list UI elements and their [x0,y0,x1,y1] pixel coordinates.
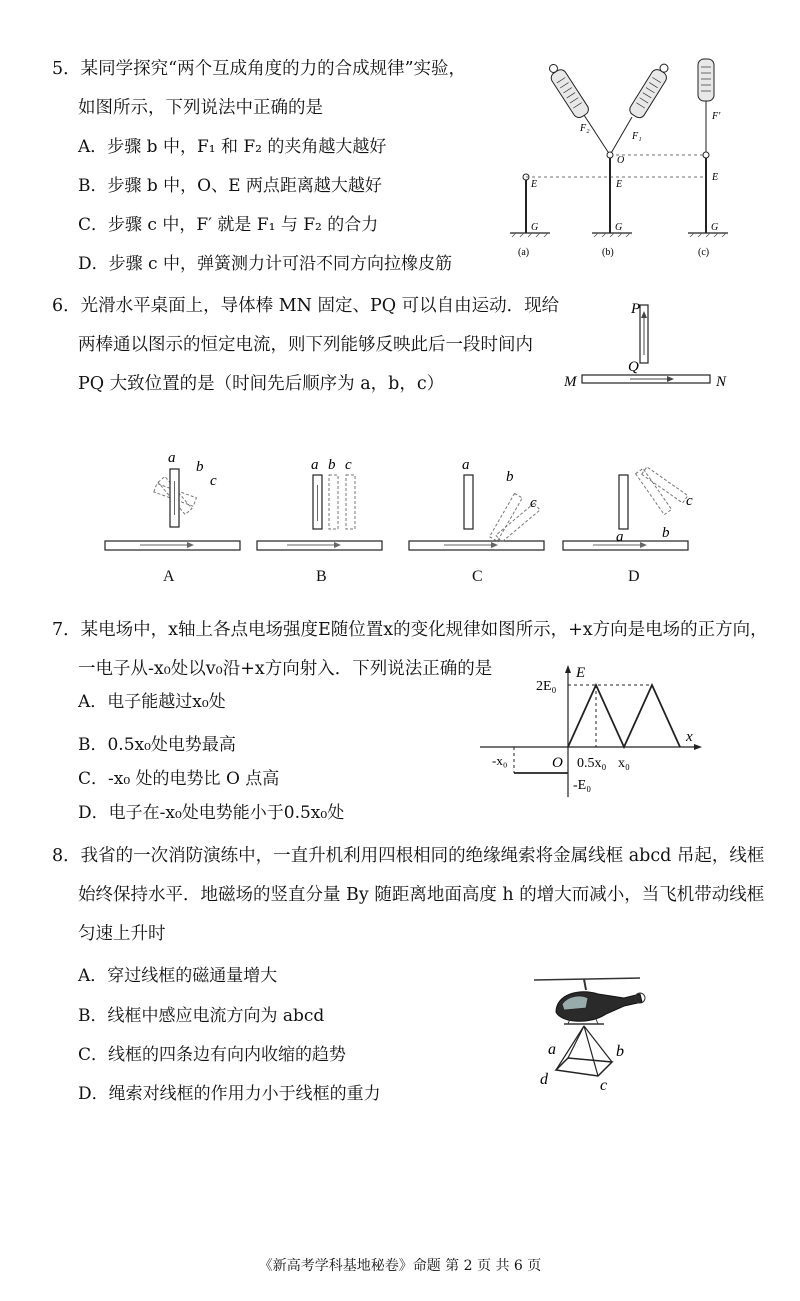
q6-c-label-a: a [462,457,470,473]
q6-b-label-b: b [328,457,336,473]
q5-label-e-a: E [531,179,538,190]
q8-option-b: B．线框中感应电流方向为 abcd [78,1006,325,1026]
q5-option-b: B．步骤 b 中，O、E 两点距离越大越好 [78,176,382,196]
q6-choice-b-label: B [316,568,327,585]
q7-axis-e: E [576,665,586,681]
q7-label-2e0: 2E₀ [536,679,557,694]
q6-stem-line1: 6．光滑水平桌面上，导体棒 MN 固定、PQ 可以自由运动．现给 [52,296,560,316]
q7-label-x0: x₀ [618,756,630,771]
q7-label-neg-x0: -x₀ [492,753,508,768]
q6-a-label-c: c [210,473,217,489]
q6-b-label-c: c [345,457,352,473]
q5-label-g-a: G [531,222,539,233]
q6-choice-a-figure [100,445,245,555]
q6-stem-line3: PQ 大致位置的是（时间先后顺序为 a，b，c） [78,374,445,394]
q5-label-g-c: G [711,222,719,233]
q5-label-e-b: E [616,179,623,190]
q7-option-d: D．电子在-x₀处电势能小于0.5x₀处 [78,803,345,823]
q6-stem-line2: 两棒通以图示的恒定电流，则下列能够反映此后一段时间内 [78,335,533,355]
q7-stem-line2: 一电子从-x₀处以v₀沿+x方向射入．下列说法正确的是 [78,659,493,679]
q8-corner-b: b [616,1043,624,1060]
q7-label-half-x0: 0.5x₀ [577,756,607,771]
q8-option-d: D．绳索对线框的作用力小于线框的重力 [78,1084,381,1104]
q6-b-label-a: a [311,457,319,473]
q7-origin: O [552,755,563,771]
q7-option-c: C．-x₀ 处的电势比 O 点高 [78,769,280,789]
page-footer: 《新高考学科基地秘卷》命题 第 2 页 共 6 页 [258,1258,542,1274]
q5-label-e-c: E [712,172,719,183]
q6-label-m: M [564,374,577,390]
q6-choice-a-label: A [163,568,175,585]
q6-label-n: N [716,374,727,390]
q7-axis-x: x [686,729,693,745]
q6-choice-c-label: C [472,568,483,585]
q5-stem-line1: 5．某同学探究“两个互成角度的力的合成规律”实验， [52,59,467,79]
q7-stem-line1: 7．某电场中，x轴上各点电场强度E随位置x的变化规律如图所示，+x方向是电场的正方向， [52,620,768,640]
q8-stem-line1: 8．我省的一次消防演练中，一直升机利用四根相同的绝缘绳索将金属线框 abcd 吊起，线框 [52,846,765,866]
q6-d-label-c: c [686,493,693,509]
q6-a-label-b: b [196,459,204,475]
q5-option-d: D．步骤 c 中，弹簧测力计可沿不同方向拉橡皮筋 [78,254,452,274]
q6-d-label-b: b [662,525,670,541]
q6-c-label-c: c [530,495,537,511]
q5-option-a: A．步骤 b 中，F₁ 和 F₂ 的夹角越大越好 [78,137,387,157]
q8-option-c: C．线框的四条边有向内收缩的趋势 [78,1045,347,1065]
q8-stem-line2: 始终保持水平．地磁场的竖直分量 By 随距离地面高度 h 的增大而减小，当飞机带动线框 [78,885,765,905]
q6-label-q: Q [628,359,639,375]
q8-helicopter-figure [528,972,658,1097]
q7-graph [470,655,710,805]
q5-label-fprime: F′ [712,111,721,122]
q6-c-label-b: b [506,469,514,485]
q6-a-label-a: a [168,450,176,466]
q5-option-c: C．步骤 c 中，F′ 就是 F₁ 与 F₂ 的合力 [78,215,379,235]
q5-label-step-a: (a) [518,247,530,258]
q5-label-step-b: (b) [602,247,614,258]
q5-label-o: O [617,155,625,166]
q6-d-label-a: a [616,529,624,545]
q8-stem-line3: 匀速上升时 [78,924,166,944]
q6-choice-d-figure [558,445,708,555]
q8-corner-d: d [540,1071,548,1088]
q7-option-b: B．0.5x₀处电势最高 [78,735,236,755]
q5-label-g-b: G [615,222,623,233]
q6-choice-d-label: D [628,568,640,585]
q7-label-neg-e0: -E₀ [573,778,592,793]
q6-label-p: P [631,301,641,317]
q6-choice-b-figure [252,445,397,555]
q6-main-figure [560,295,730,395]
q5-stem-line2: 如图所示，下列说法中正确的是 [78,98,323,118]
q8-option-a: A．穿过线框的磁通量增大 [78,966,278,986]
q6-choice-c-figure [404,445,549,555]
q5-label-f1: F₁ [632,131,642,142]
q5-label-step-c: (c) [698,247,710,258]
q5-figure [500,55,750,265]
q8-corner-a: a [548,1041,556,1058]
q8-corner-c: c [600,1077,608,1094]
q7-option-a: A．电子能越过x₀处 [78,692,226,712]
q5-label-f2: F₂ [580,123,590,134]
